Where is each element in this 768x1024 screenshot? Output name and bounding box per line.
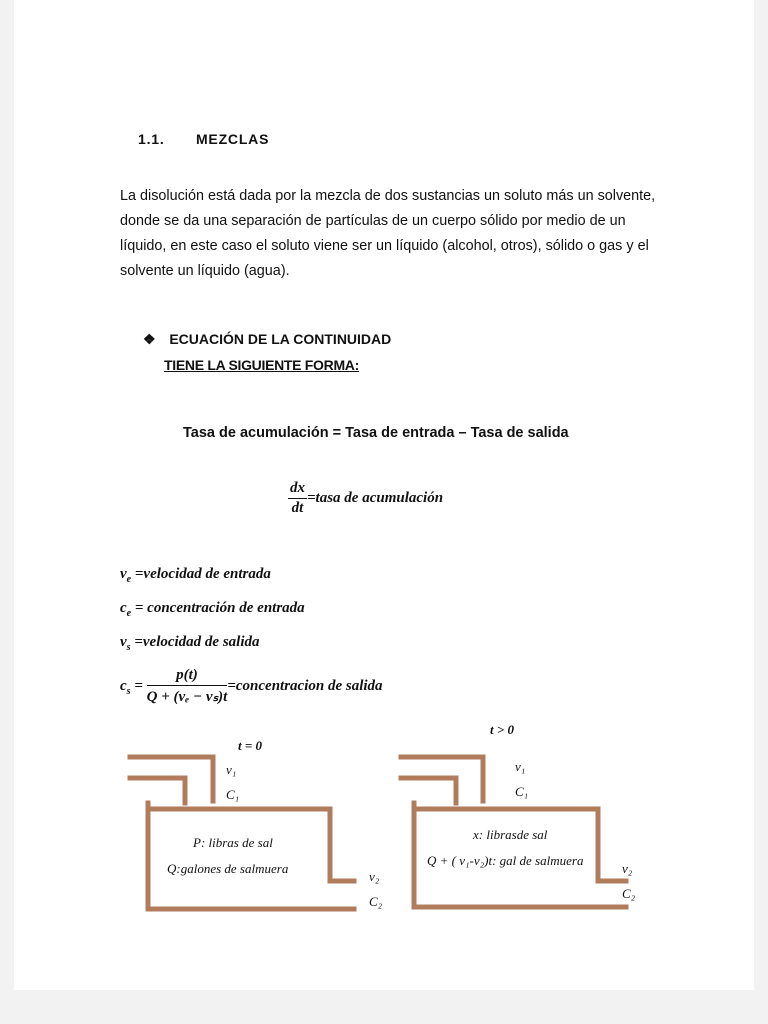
ce-subscript: e [126, 608, 132, 619]
left-tank [130, 757, 354, 909]
left-tank-line1: P: libras de sal [193, 835, 273, 850]
vs-subscript: s [126, 642, 131, 653]
right-v-in: v₁ [515, 759, 526, 774]
bullet-diamond-icon: ❖ [143, 331, 156, 347]
left-tank-line2: Q:galones de salmuera [167, 861, 289, 876]
derivative-numerator: dx [288, 480, 307, 499]
right-c-out: C₂ [622, 886, 636, 901]
left-tank-body [148, 803, 354, 909]
ve-text: =velocidad de entrada [131, 566, 271, 582]
right-tank-line1: x: librasde sal [473, 827, 548, 842]
vs-symbol: v [120, 634, 127, 650]
left-inlet-pipe-inner [130, 778, 185, 803]
cs-subscript: s [126, 685, 131, 697]
right-tank-line2: Q + ( v₁-v₂)t: gal de salmuera [427, 853, 584, 868]
cs-equals: = [130, 678, 143, 694]
left-time-label: t = 0 [238, 738, 263, 753]
left-v-in: v₁ [226, 762, 237, 777]
left-c-in: C₁ [226, 787, 240, 802]
tank-diagrams [14, 0, 754, 990]
cs-numerator: p(t) [147, 667, 228, 686]
right-inlet-pipe-inner [401, 778, 456, 803]
derivative-rhs: =tasa de acumulación [307, 490, 444, 506]
ce-symbol: c [120, 600, 127, 616]
vs-text: =velocidad de salida [130, 634, 260, 650]
document-page [14, 0, 754, 990]
right-c-in: C₁ [515, 784, 529, 799]
cs-denominator: Q + (vₑ − vₛ)t [146, 689, 228, 705]
right-tank-top-outlet [414, 809, 626, 881]
ce-text: = concentración de entrada [131, 600, 305, 616]
derivative-denominator: dt [291, 500, 304, 516]
continuity-equation: Tasa de acumulación = Tasa de entrada – Tasa de salida [183, 425, 569, 441]
ve-subscript: e [126, 574, 132, 585]
section-title: MEZCLAS [195, 131, 270, 147]
cs-symbol: c [120, 678, 127, 694]
right-v-out: v₂ [622, 861, 633, 876]
bullet-title: ECUACIÓN DE LA CONTINUIDAD [169, 331, 392, 347]
left-c-out: C₂ [369, 894, 383, 909]
cs-text: =concentracion de salida [227, 678, 383, 694]
right-time-label: t > 0 [490, 722, 515, 737]
section-number: 1.1. [138, 131, 165, 147]
left-v-out: v₂ [369, 869, 380, 884]
bullet-subtitle: TIENE LA SIGUIENTE FORMA: [164, 357, 359, 373]
ve-symbol: v [120, 566, 127, 582]
intro-paragraph: La disolución está dada por la mezcla de dos sustancias un soluto más un solvente, donde se da una separación de partículas de un cuerpo sólido por medio de un líquido, en este caso el soluto viene ser un líquido (alcohol, otros), sólido o gas y el solvente un líquido (agua). [120, 188, 656, 279]
